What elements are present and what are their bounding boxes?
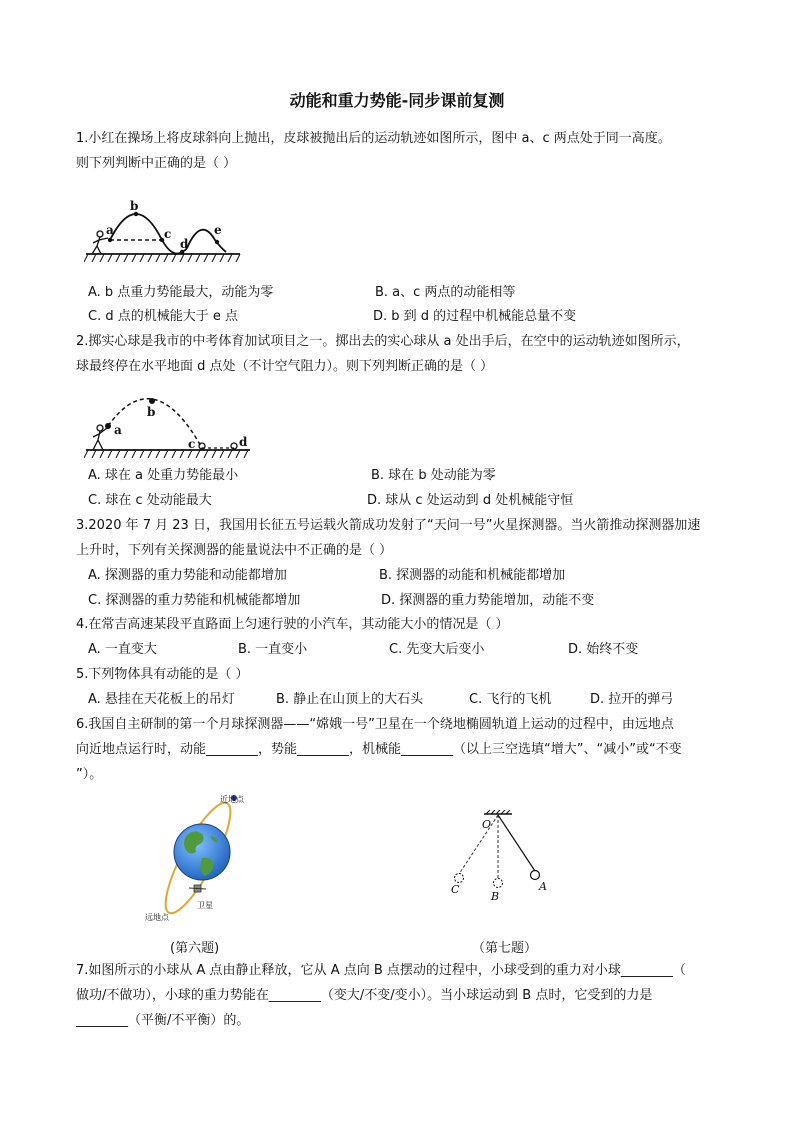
- q7-label-o: O: [482, 818, 492, 831]
- q4-stem: 4.在常吉高速某段平直路面上匀速行驶的小汽车，其动能大小的情况是（ ）: [76, 617, 509, 632]
- q7-label-c: C: [451, 883, 460, 896]
- q7-label-a: A: [539, 880, 547, 893]
- q6-stem-line1: 6.我国自主研制的第一个月球探测器——“嫦娥一号”卫星在一个绕地椭圆轨道上运动的过程中，由远地点: [76, 717, 674, 732]
- q3-option-d[interactable]: D. 探测器的重力势能增加，动能不变: [381, 593, 595, 608]
- q3-stem-line2: 上升时，下列有关探测器的能量说法中不正确的是（ ）: [76, 543, 393, 558]
- q2-stem-line2: 球最终停在水平地面 d 点处（不计空气阻力）。则下列判断正确的是（ ）: [76, 359, 494, 374]
- q4-option-a[interactable]: A. 一直变大: [88, 642, 157, 657]
- q1-stem-line2: 则下列判断中正确的是（ ）: [76, 156, 237, 171]
- q1-label-e: e: [214, 223, 222, 237]
- q1-option-a[interactable]: A. b 点重力势能最大，动能为零: [88, 285, 274, 300]
- q3-option-c[interactable]: C. 探测器的重力势能和机械能都增加: [88, 593, 301, 608]
- q6-stem-line2: 向近地点运行时，动能________，势能________，机械能________（以上三空选填“增大”、“减小”或“不变: [76, 742, 682, 757]
- q1-option-c[interactable]: C. d 点的机械能大于 e 点: [88, 309, 238, 324]
- q6-earth-orbit-figure: [140, 792, 250, 927]
- q5-stem: 5.下列物体具有动能的是（ ）: [76, 667, 249, 682]
- q2-label-c: c: [188, 437, 196, 451]
- q3-option-a[interactable]: A. 探测器的重力势能和动能都增加: [88, 568, 287, 583]
- q7-label-b: B: [491, 890, 500, 903]
- q7-stem-line3: ________（平衡/不平衡）的。: [76, 1013, 250, 1028]
- q1-trajectory-figure: [84, 196, 244, 268]
- q1-label-c: c: [164, 227, 172, 241]
- q6-label-perigee: 近地点: [220, 795, 244, 804]
- q4-option-c[interactable]: C. 先变大后变小: [389, 642, 485, 657]
- q6-stem-line3: ”）。: [76, 767, 103, 782]
- q2-option-b[interactable]: B. 球在 b 处动能为零: [371, 468, 496, 483]
- q1-label-b: b: [130, 199, 139, 213]
- page-title: 动能和重力势能-同步课前复测: [289, 91, 505, 110]
- q1-option-b[interactable]: B. a、c 两点的动能相等: [375, 285, 516, 300]
- q4-option-d[interactable]: D. 始终不变: [568, 642, 639, 657]
- q2-trajectory-figure: [84, 382, 254, 460]
- q7-figure-caption: （第七题）: [472, 941, 538, 956]
- q5-option-a[interactable]: A. 悬挂在天花板上的吊灯: [88, 692, 235, 707]
- q4-option-b[interactable]: B. 一直变小: [238, 642, 308, 657]
- q6-label-apogee: 远地点: [145, 913, 169, 922]
- q1-option-d[interactable]: D. b 到 d 的过程中机械能总量不变: [373, 309, 577, 324]
- q2-label-b: b: [147, 405, 156, 419]
- q1-stem-line1: 1.小红在操场上将皮球斜向上抛出，皮球被抛出后的运动轨迹如图所示，图中 a、c 两点处于同一高度。: [76, 131, 671, 146]
- q6-figure-caption: (第六题): [170, 941, 220, 956]
- q5-option-b[interactable]: B. 静止在山顶上的大石头: [276, 692, 424, 707]
- q7-pendulum-figure: [444, 810, 554, 905]
- q2-option-c[interactable]: C. 球在 c 处动能最大: [88, 493, 212, 508]
- q2-label-a: a: [114, 423, 122, 437]
- q3-option-b[interactable]: B. 探测器的动能和机械能都增加: [379, 568, 566, 583]
- q7-stem-line2: 做功/不做功），小球的重力势能在________（变大/不变/变小）。当小球运动到 B 点时，它受到的力是: [76, 988, 653, 1003]
- q1-label-a: a: [106, 223, 114, 237]
- q2-option-a[interactable]: A. 球在 a 处重力势能最小: [88, 468, 239, 483]
- q2-stem-line1: 2.掷实心球是我市的中考体育加试项目之一。掷出去的实心球从 a 处出手后，在空中的运动轨迹如图所示，: [76, 334, 690, 349]
- q3-stem-line1: 3.2020 年 7 月 23 日，我国用长征五号运载火箭成功发射了“天问一号”火星探测器。当火箭推动探测器加速: [76, 518, 701, 533]
- q6-label-satellite: 卫星: [197, 901, 213, 910]
- q1-label-d: d: [180, 237, 189, 251]
- q5-option-d[interactable]: D. 拉开的弹弓: [590, 692, 674, 707]
- q2-label-d: d: [239, 435, 248, 449]
- q2-option-d[interactable]: D. 球从 c 处运动到 d 处机械能守恒: [367, 493, 574, 508]
- q7-stem-line1: 7.如图所示的小球从 A 点由静止释放，它从 A 点向 B 点摆动的过程中，小球受到的重力对小球________（: [76, 963, 686, 978]
- q5-option-c[interactable]: C. 飞行的飞机: [469, 692, 552, 707]
